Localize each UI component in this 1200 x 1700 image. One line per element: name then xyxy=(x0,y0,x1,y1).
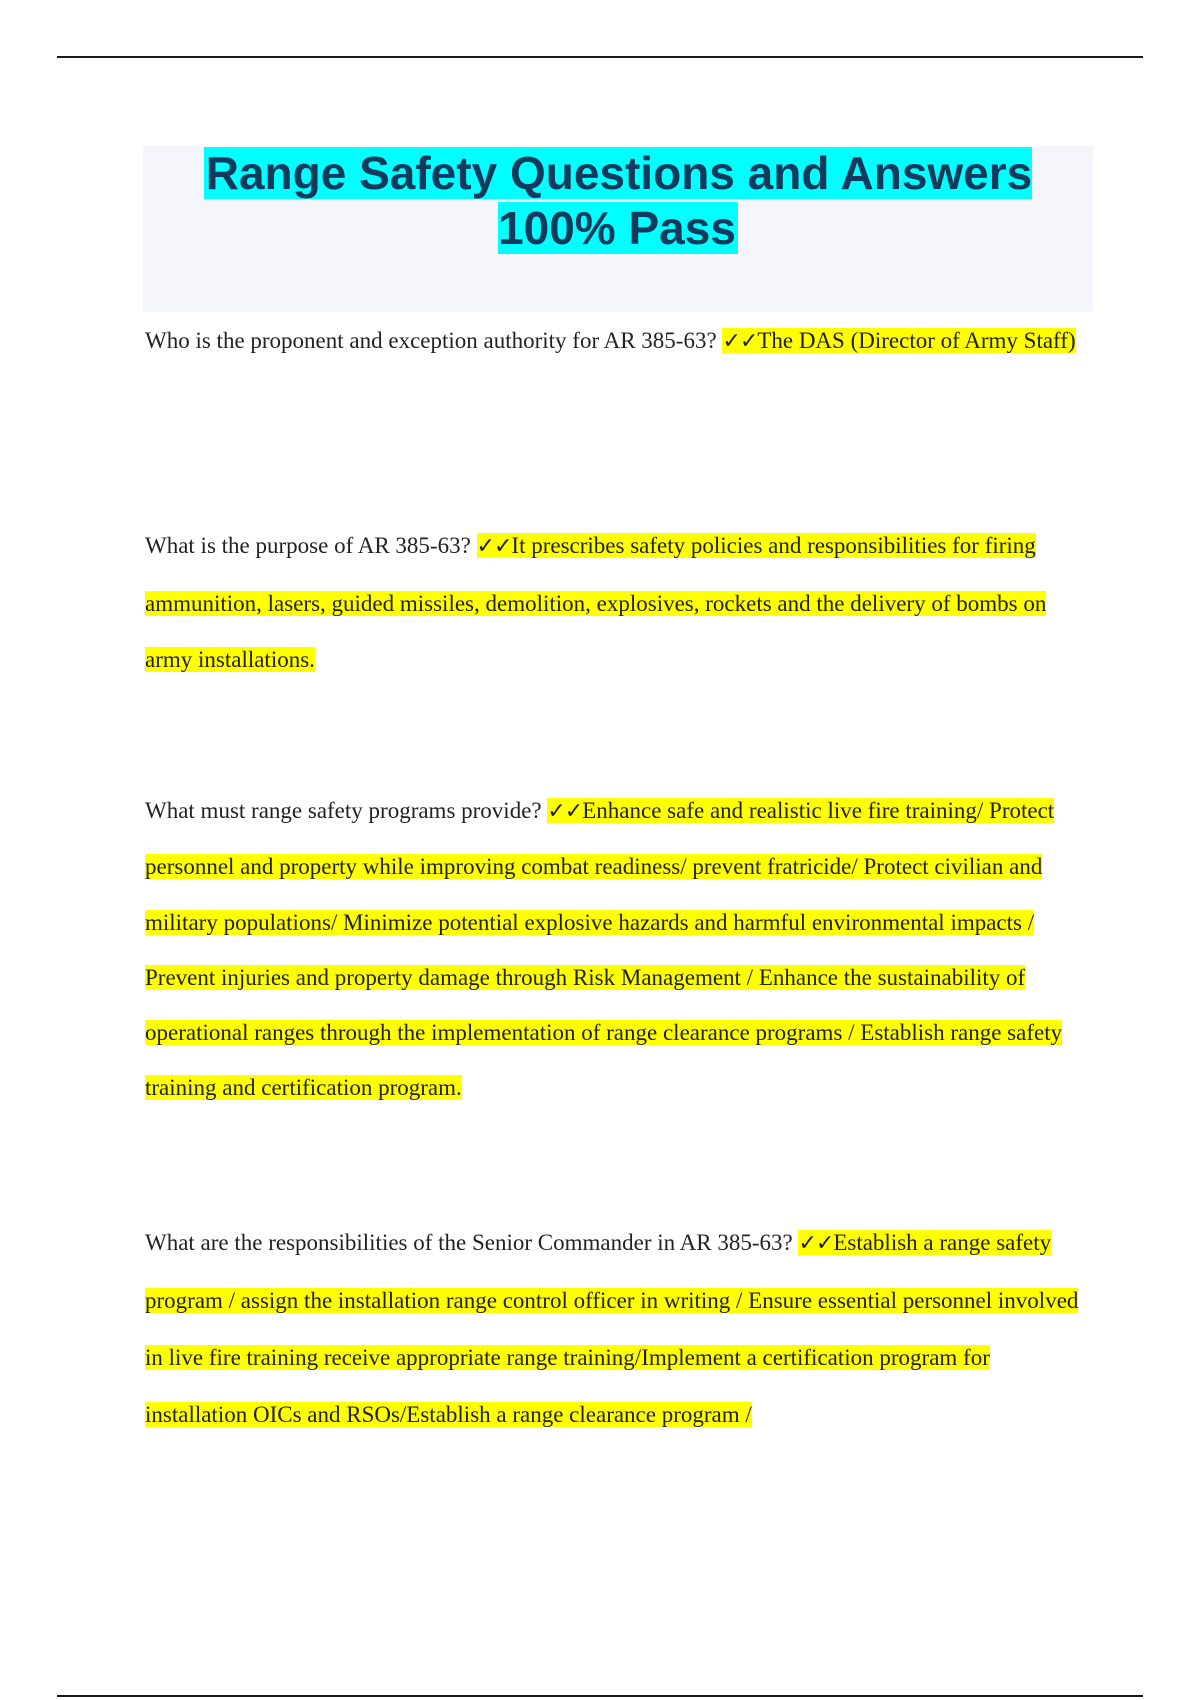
footer-rule xyxy=(57,1695,1143,1697)
question-text: Who is the proponent and exception authority for AR 385-63? xyxy=(145,328,717,353)
check-icon: ✓✓ xyxy=(798,1231,834,1256)
check-icon: ✓✓ xyxy=(547,799,583,824)
question-text: What are the responsibilities of the Senior Commander in AR 385-63? xyxy=(145,1230,793,1255)
check-icon: ✓✓ xyxy=(476,534,512,559)
answer-text: The DAS (Director of Army Staff) xyxy=(757,328,1076,353)
answer-highlight xyxy=(722,328,1075,353)
qa-item xyxy=(145,783,1090,1116)
qa-item xyxy=(145,311,1090,372)
answer-highlight xyxy=(145,1230,1078,1427)
answer-text: Establish a range safety program / assign the installation range control officer in writing / Ensure essential personnel involved in live fire training receive appropriate range training/Implement a certification program for installation OICs and RSOs/Establish a range clearance program / xyxy=(145,1230,1079,1427)
document-title-text: Range Safety Questions and Answers 100% Pass xyxy=(205,147,1033,254)
answer-text: It prescribes safety policies and responsibilities for firing ammunition, lasers, guided missiles, demolition, explosives, rockets and the delivery of bombs on army installations. xyxy=(145,533,1047,672)
header-rule xyxy=(57,56,1143,58)
qa-item xyxy=(145,518,1090,689)
document-title xyxy=(143,146,1093,256)
question-text: What must range safety programs provide? xyxy=(145,798,542,823)
answer-text: Enhance safe and realistic live fire training/ Protect personnel and property while improving combat readiness/ prevent fratricide/ Protect civilian and military populations/ Minimize potential explosive hazards and harmful environmental impacts / Prevent injuries and property damage through Risk Management / Enhance the sustainability of operational ranges through the implementation of range clearance programs / Establish range safety training and certification program. xyxy=(145,798,1063,1101)
qa-item xyxy=(145,1214,1090,1443)
check-icon: ✓✓ xyxy=(722,329,758,354)
question-text: What is the purpose of AR 385-63? xyxy=(145,533,471,558)
answer-highlight xyxy=(145,798,1062,1100)
